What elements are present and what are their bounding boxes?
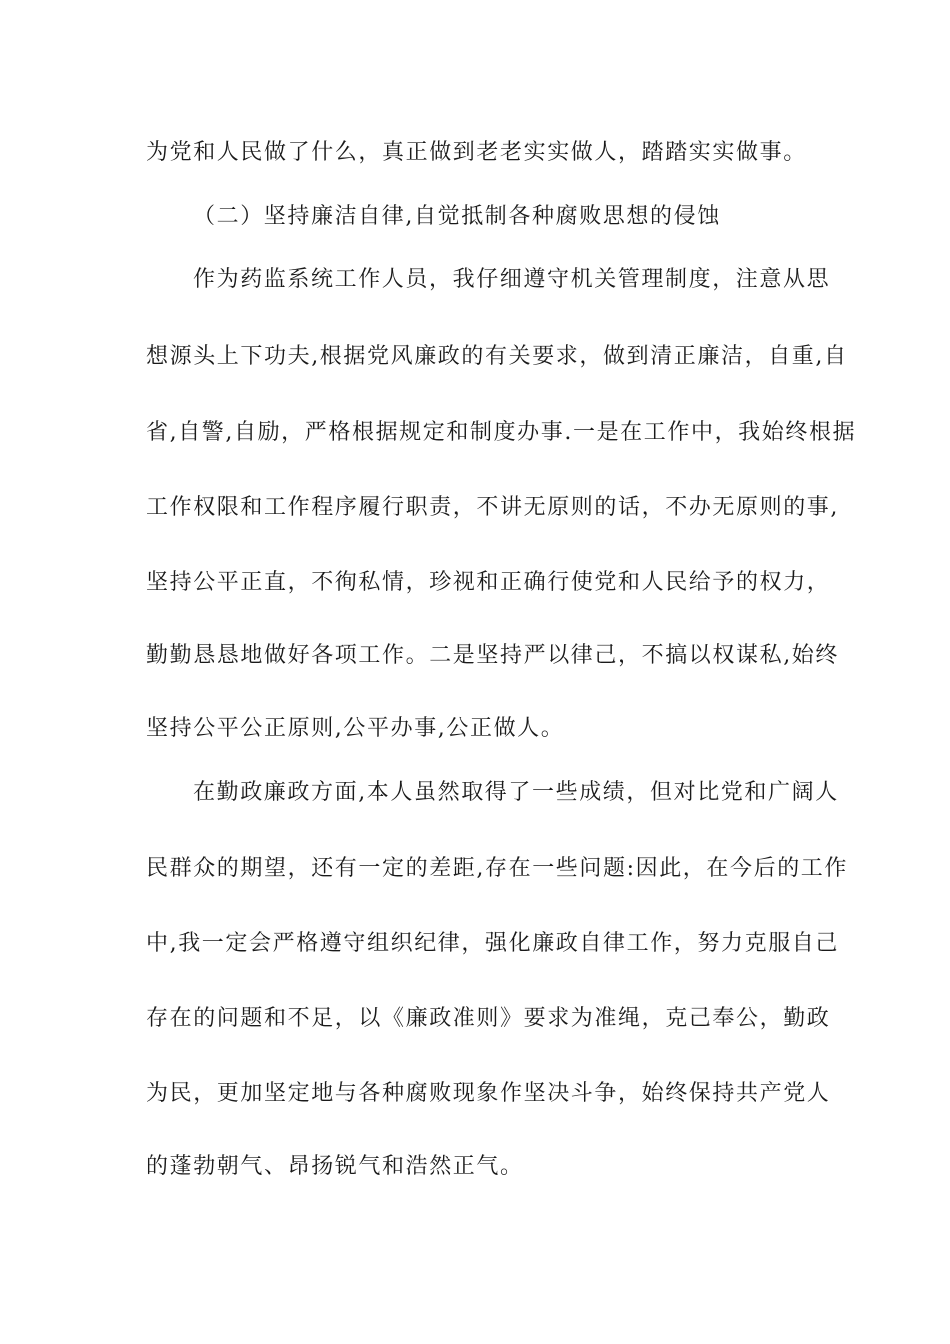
paragraph-line-8: 勤勤恳恳地做好各项工作。二是坚持严以律己，不搞以权谋私,始终	[146, 643, 839, 668]
paragraph-line-9: 坚持公平公正原则,公平办事,公正做人。	[146, 716, 565, 741]
paragraph-line-4: 想源头上下功夫,根据党风廉政的有关要求，做到清正廉洁，自重,自	[146, 344, 848, 369]
paragraph-line-12: 中,我一定会严格遵守组织纪律，强化廉政自律工作，努力克服自己	[146, 931, 839, 956]
paragraph-line-5: 省,自警,自励，严格根据规定和制度办事.一是在工作中，我始终根据	[146, 420, 857, 445]
paragraph-line-7: 坚持公平正直，不徇私情，珍视和正确行使党和人民给予的权力，	[146, 570, 831, 595]
section-heading: （二）坚持廉洁自律,自觉抵制各种腐败思想的侵蚀	[193, 204, 721, 229]
paragraph-line-11: 民群众的期望，还有一定的差距,存在一些问题:因此，在今后的工作	[146, 856, 849, 881]
paragraph-line-13: 存在的问题和不足，以《廉政准则》要求为准绳，克己奉公，勤政	[146, 1006, 831, 1031]
paragraph-line-1: 为党和人民做了什么，真正做到老老实实做人，踏踏实实做事。	[146, 140, 807, 165]
paragraph-line-3: 作为药监系统工作人员，我仔细遵守机关管理制度，注意从思	[193, 267, 831, 292]
paragraph-line-15: 的蓬勃朝气、昂扬锐气和浩然正气。	[146, 1154, 524, 1179]
paragraph-line-10: 在勤政廉政方面,本人虽然取得了一些成绩，但对比党和广阔人	[193, 780, 839, 805]
paragraph-line-14: 为民，更加坚定地与各种腐败现象作坚决斗争，始终保持共产党人	[146, 1081, 831, 1106]
paragraph-line-6: 工作权限和工作程序履行职责，不讲无原则的话，不办无原则的事,	[146, 495, 839, 520]
